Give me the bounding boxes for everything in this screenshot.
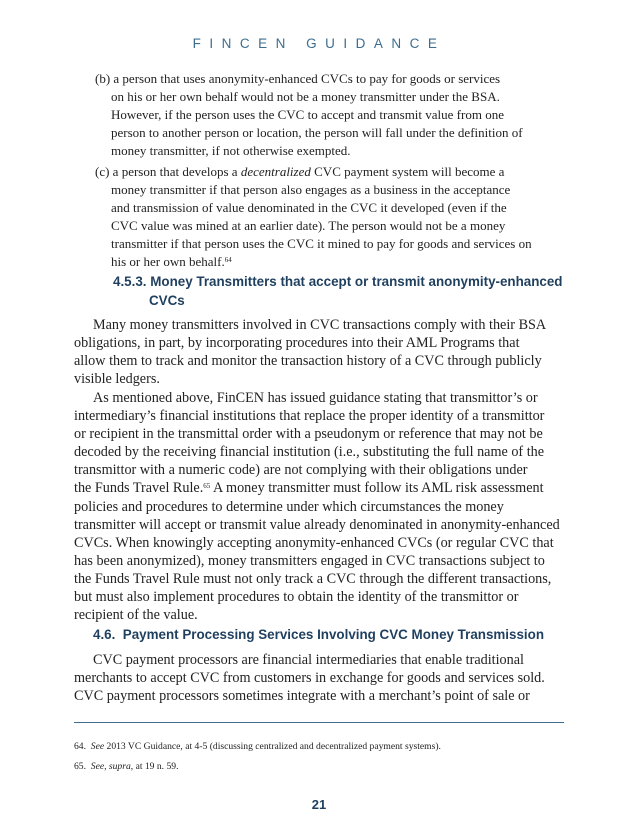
para-2-line-9: CVCs. When knowingly accepting anonymity-enhanced CVCs (or regular CVC that xyxy=(74,534,554,551)
footnote-divider xyxy=(74,722,564,723)
item-c-line-1-start: (c) a person that develops a xyxy=(95,164,241,179)
section-4-6-number: 4.6. xyxy=(93,627,116,642)
footnote-65-text: , at 19 n. 59. xyxy=(130,761,179,772)
para-2-line-6-start: the Funds Travel Rule. xyxy=(74,480,204,497)
paragraph-2 xyxy=(74,389,574,624)
section-4-6-title: Payment Processing Services Involving CVC Money Transmission xyxy=(122,627,545,642)
para-3-line-1: CVC payment processors are financial intermediaries that enable traditional xyxy=(93,652,524,668)
para-2-line-10: has been anonymized), money transmitters engaged in CVC transactions subject to xyxy=(74,552,545,569)
para-3-line-2: merchants to accept CVC from customers in exchange for goods and services sold. xyxy=(74,670,545,687)
section-4-5-3-title-line-2: CVCs xyxy=(149,293,185,308)
item-c-line-3: and transmission of value denominated in the CVC it developed (even if the xyxy=(111,200,507,215)
footnote-64-see: See xyxy=(90,741,105,752)
section-4-5-3-title-line-1: Money Transmitters that accept or transmit anonymity-enhanced xyxy=(150,274,563,289)
item-c-line-1 xyxy=(95,163,565,181)
item-c-line-5: transmitter if that person uses the CVC it mined to pay for goods and services on xyxy=(111,236,532,251)
para-2-line-12: but must also implement procedures to obtain the identity of the transmittor or xyxy=(74,589,519,606)
item-c-line-4: CVC value was mined at an earlier date). The person would not be a money xyxy=(111,218,506,233)
para-1-line-2: obligations, in part, by incorporating procedures into their AML Programs that xyxy=(74,335,520,352)
item-b-line-4: person to another person or location, the person will fall under the definition of xyxy=(111,125,523,140)
section-heading-4-5-3 xyxy=(113,272,562,310)
footnote-65 xyxy=(74,761,178,772)
para-1-line-4: visible ledgers. xyxy=(74,371,160,388)
footnote-64-number: 64. xyxy=(74,741,86,752)
section-4-5-3-number: 4.5.3. xyxy=(113,274,147,289)
page-number: 21 xyxy=(311,797,327,812)
item-b-line-1: (b) a person that uses anonymity-enhanced CVCs to pay for goods or services xyxy=(95,71,501,86)
para-2-line-1: As mentioned above, FinCEN has issued guidance stating that transmittor’s or xyxy=(93,390,538,406)
para-2-line-8: transmitter will accept or transmit value already denominated in anonymity-enhanced xyxy=(74,516,560,533)
running-header: FINCEN GUIDANCE xyxy=(192,36,446,51)
list-item-c xyxy=(95,163,565,271)
footnote-64-text: 2013 VC Guidance, at 4-5 (discussing centralized and decentralized payment systems). xyxy=(104,741,441,752)
footnote-ref-65[interactable]: 65 xyxy=(203,482,211,491)
item-c-emphasis: decentralized xyxy=(240,164,311,179)
paragraph-1 xyxy=(74,316,574,388)
para-2-line-4: decoded by the receiving financial institution (i.e., substituting the full name of the xyxy=(74,444,545,461)
para-2-line-13: recipient of the value. xyxy=(74,607,198,624)
footnote-65-number: 65. xyxy=(74,761,86,772)
item-b-line-5: money transmitter, if not otherwise exempted. xyxy=(111,143,351,158)
para-2-line-2: intermediary’s financial institutions that replace the proper identity of a transmittor xyxy=(74,408,545,425)
paragraph-3 xyxy=(74,651,574,705)
item-b-line-3: However, if the person uses the CVC to accept and transmit value from one xyxy=(111,107,504,122)
para-2-line-6-end: A money transmitter must follow its AML risk assessment xyxy=(210,480,544,497)
section-heading-4-6 xyxy=(93,627,544,642)
para-3-line-3: CVC payment processors sometimes integrate with a merchant’s point of sale or xyxy=(74,688,530,705)
para-1-line-3: allow them to track and monitor the transaction history of a CVC through publicly xyxy=(74,353,542,370)
para-2-line-11: the Funds Travel Rule must not only track a CVC through the different transactions, xyxy=(74,570,552,587)
item-c-line-6 xyxy=(95,253,565,271)
para-2-line-5: transmittor with a numeric code) are not complying with their obligations under xyxy=(74,462,528,479)
para-2-line-3: or recipient in the transmittal order with a pseudonym or reference that may not be xyxy=(74,426,543,443)
item-c-line-2: money transmitter if that person also engages as a business in the acceptance xyxy=(111,182,511,197)
para-2-line-7: policies and procedures to determine under which circumstances the money xyxy=(74,498,504,515)
list-item-b xyxy=(95,70,565,160)
footnote-65-see: See, supra xyxy=(90,761,131,772)
item-c-line-1-end: CVC payment system will become a xyxy=(310,164,505,179)
item-c-line-6-text: his or her own behalf. xyxy=(111,254,225,269)
footnote-64 xyxy=(74,741,441,752)
para-1-line-1: Many money transmitters involved in CVC transactions comply with their BSA xyxy=(93,317,547,333)
footnote-ref-64[interactable]: 64 xyxy=(224,256,232,264)
item-b-line-2: on his or her own behalf would not be a money transmitter under the BSA. xyxy=(111,89,500,104)
para-2-line-6 xyxy=(74,479,574,497)
